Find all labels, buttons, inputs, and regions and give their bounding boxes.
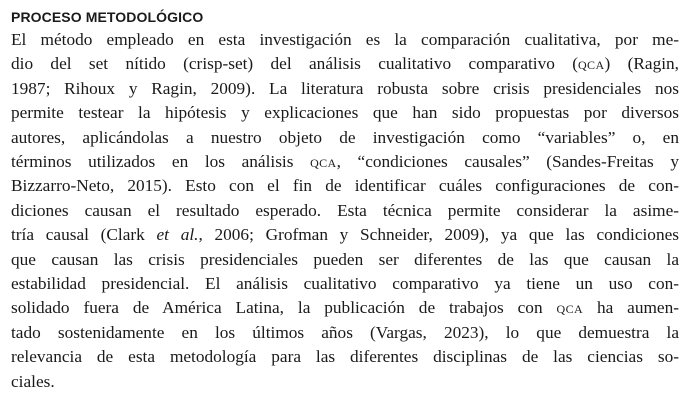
paragraph-line: Bizzarro-Neto, 2015). Esto con el fin de identificar cuáles configuraciones de con- [11, 176, 679, 196]
document-page [11, 8, 679, 394]
paragraph-line: solidado fuera de América Latina, la publicación de trabajos con qca ha aumen- [11, 298, 679, 318]
section-heading: PROCESO METODOLÓGICO [11, 9, 204, 25]
paragraph-line: 1987; Rihoux y Ragin, 2009). La literatura robusta sobre crisis presidenciales nos [11, 78, 679, 98]
paragraph-line: tría causal (Clark et al., 2006; Grofman y Schneider, 2009), ya que las condiciones [11, 225, 679, 245]
paragraph-line: términos utilizados en los análisis qca, “condiciones causales” (Sandes-Freitas y [11, 152, 679, 172]
paragraph-line: que causan las crisis presidenciales pueden ser diferentes de las que causan la [11, 249, 679, 269]
paragraph-line: estabilidad presidencial. El análisis cualitativo comparativo ya tiene un uso con- [11, 274, 679, 294]
paragraph-line: El método empleado en esta investigación es la comparación cualitativa, por me- [11, 30, 679, 49]
paragraph-line: permite testear la hipótesis y explicaciones que han sido propuestas por diversos [11, 103, 679, 123]
paragraph-line: relevancia de esta metodología para las diferentes disciplinas de las ciencias so- [11, 347, 679, 367]
paragraph-line: ciales. [11, 371, 55, 391]
paragraph-line: tado sostenidamente en los últimos años (Vargas, 2023), lo que demuestra la [11, 322, 679, 342]
body-paragraph [11, 28, 679, 394]
paragraph-line: autores, aplicándolas a nuestro objeto de investigación como “variables” o, en [11, 127, 679, 147]
paragraph-line: diciones causan el resultado esperado. Esta técnica permite considerar la asime- [11, 200, 679, 220]
paragraph-line: dio del set nítido (crisp-set) del análisis cualitativo comparativo (qca) (Ragin, [11, 54, 679, 74]
